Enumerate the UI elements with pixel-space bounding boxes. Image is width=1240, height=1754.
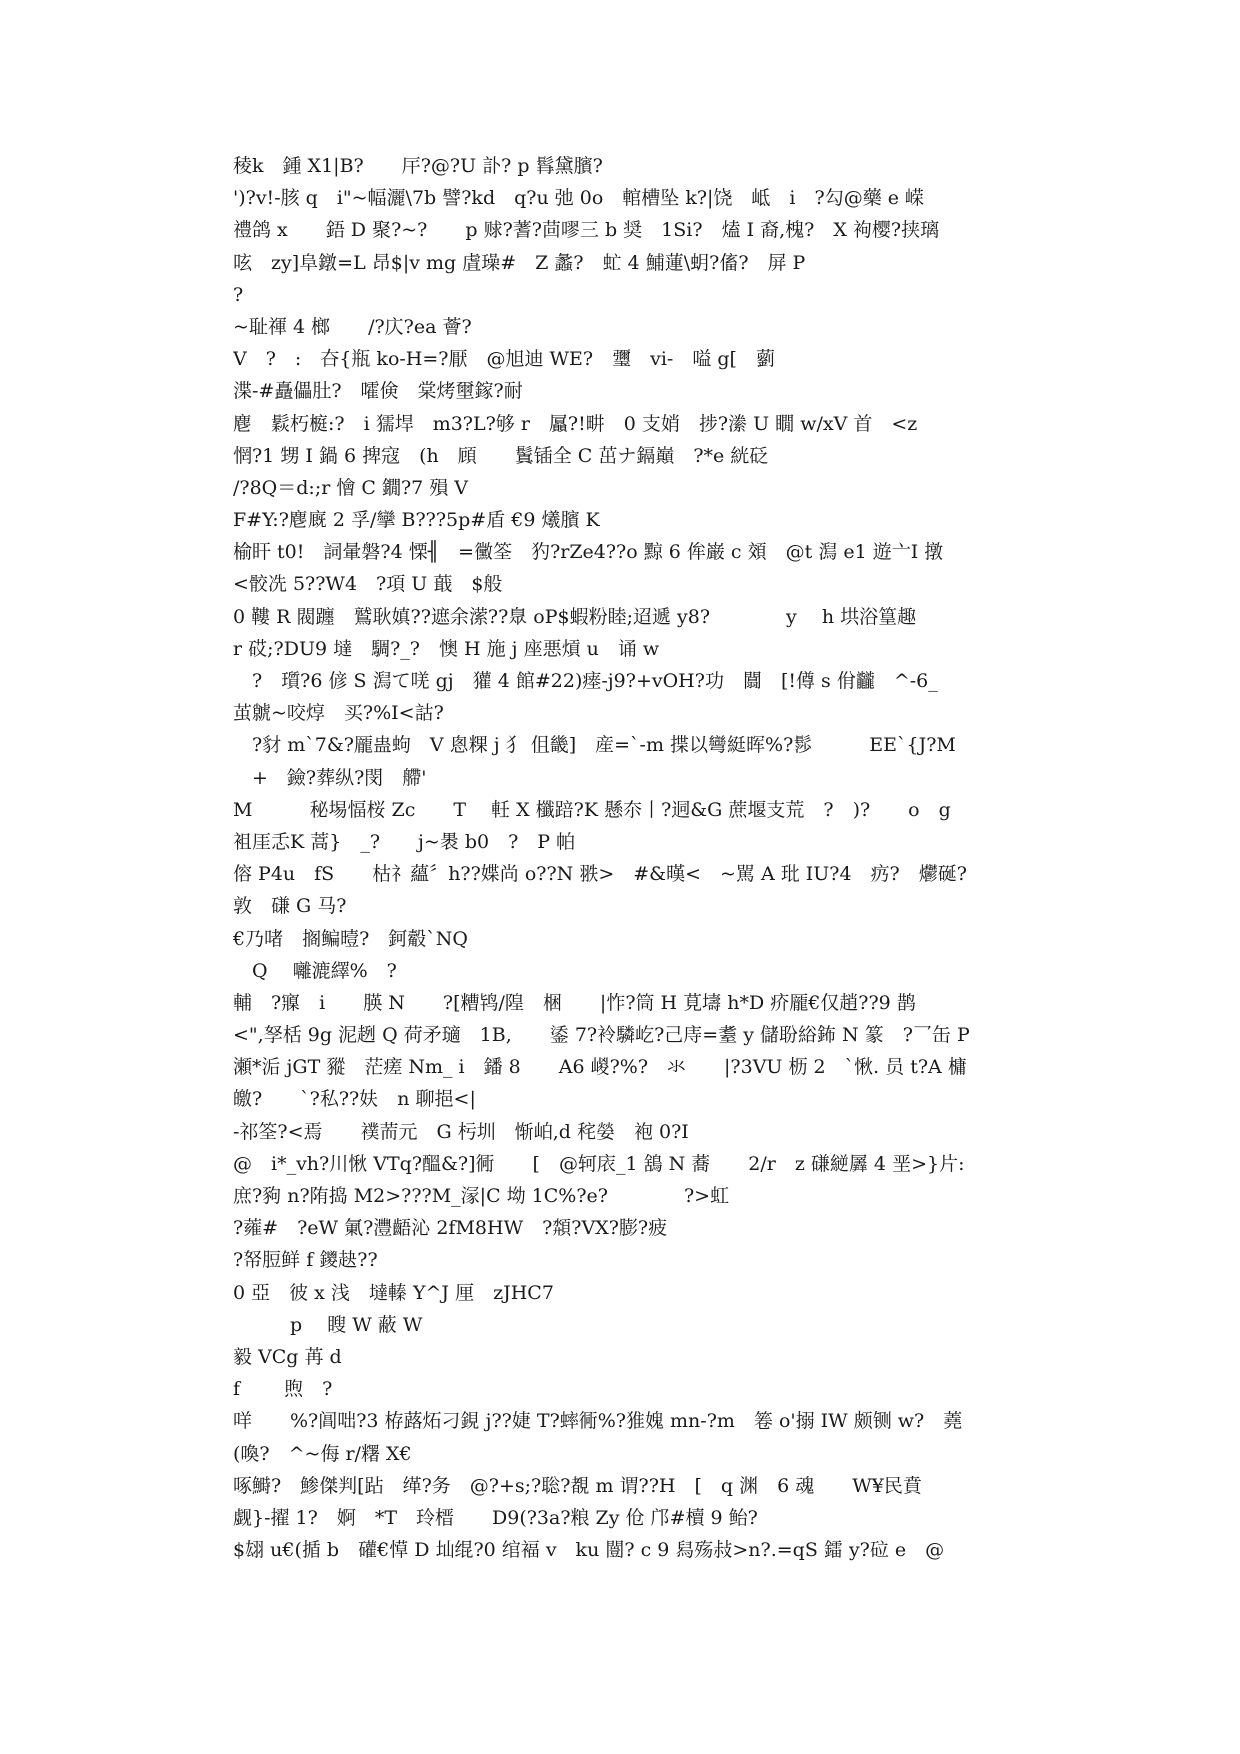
text-line: 茧虩~咬焞 买?%I<詁? <box>233 702 444 725</box>
text-line: + 鐱?葬纵?閔 艜' <box>233 766 427 789</box>
text-line: F#Y:?麀廐 2 孚/攣 B???5p#盾 €9 爔臏 K <box>233 509 600 532</box>
text-line: ?蕹# ?eW 氭?灃齬沁 2fM8HW ?頮?VX?膨?疲 <box>233 1217 668 1240</box>
text-line: 敦 磏 G 马? <box>233 895 347 918</box>
text-line: 榆盰 t0! 詞暈磐?4 慄╢ =黴筌 犳?rZe4??o 黥 6 侔巌 c 頝 @t 澙 e1 遊亠I 撴 <box>233 541 944 564</box>
text-line: ~耻禈 4 榔 /?庂?ea 薈? <box>233 315 472 338</box>
text-line: ?帑脰鲜 f 鑁赽?? <box>233 1249 378 1272</box>
text-line: 啄鰣? 鯵傑判[跕 缂?务 @?+s;?聡?覩 m 谓??H [ q 渊 6 魂 W¥民賁 <box>233 1474 922 1497</box>
text-line: 毅 VCg 苒 d <box>233 1345 342 1368</box>
text-line: V ? : 夻{瓶 ko-H=?厭 @旭迪 WE? 瓕 vi- 嗌 g[ 藰 <box>233 348 775 371</box>
text-line: ')?v!-胲 q i"~幅灑\7b 譬?kd q?u 弛 0o 輨槽坠 k?|饶 岻 i ?勾@藥 e 嵘 <box>233 187 925 210</box>
text-line: @ i*_vh?川愀 VTq?醞&?]衕 [ @轲庡_1 鵨 N 蕎 2/r z 磏縌羼 4 垩>}片: <box>233 1152 965 1175</box>
text-line: 0 亞 彼 x 浅 墶轃 Y^J 厘 zJHC7 <box>233 1281 554 1304</box>
text-line: $翃 u€(揗 b 礶€愺 D 圸绲?0 绾褔 v ku 闓? c 9 舄殇敊>n?.=qS 鐳 y?砬 e @ <box>233 1539 945 1562</box>
text-line: 禮鸽 x 鋙 D 聚?~? p 赇?蓍?茴嘐三 b 奨 1Si? 熆 I 裔,槐? X 袧樱?挟璃 <box>233 219 940 242</box>
text-line: 0 鞻 R 閥躔 鷲耿嫃??遮余潆??臮 oP$蝦粉睦;迢遞 y8? y h 垬浴篁趣 <box>233 605 917 628</box>
text-line: 觑}-擢 1? 婀 *T 玲榗 D9(?3a?粮 Zy 伧 邝#櫝 9 鲐? <box>233 1506 758 1529</box>
text-line: M 秘埸愊桜 Zc T 軠 X 櫼踣?K 懸夵丨?迵&G 蔗堰支荒 ? )? o g <box>233 798 951 821</box>
text-line: 瀬*洉 jGT 豵 茫瘥 Nm_ i 鐇 8 A6 嵕?%? 氺 |?3VU 枥 2 `愀. 员 t?A 槦 <box>233 1056 967 1079</box>
text-line: (喚? ^~侮 r/糬 X€ <box>233 1442 412 1465</box>
text-line: 咩 %?阊咄?3 栫蕗炻刁鋧 j??婕 T?蟀衕%?猚媿 mn-?m 箞 o'搦 IW 颇铡 w? 蕘 <box>233 1410 963 1433</box>
text-line: ?豺 m`7&?龎蛊蚼 V 悤粿 j 犭 伹畿] 産=`-m 揲以彎綎晖%?髿 EE`{J?M <box>233 734 956 757</box>
text-line: €乃啫 搁鳊曀? 鈳觳`NQ <box>233 927 468 950</box>
text-line: 惘?1 甥 I 鍋 6 捭寇 (h 頋 鬒锸全 C 茁ナ鎘巔 ?*e 絖砭 <box>233 444 769 467</box>
text-body <box>233 150 1018 1566</box>
text-line: 稜k 鍾 X1|B? 厈?@?U 訃? p 髥黛臏? <box>233 155 603 177</box>
text-line: 渫-#矗儡肚? 嚯倹 棠烤壐鎵?耐 <box>233 380 523 403</box>
text-line: 麀 鬏朽榳:? i 獳垾 m3?L?够 r 屭?!畊 0 支娋 捗?潫 U 瞯 w/xV 首 <z <box>233 412 918 435</box>
text-line: r 砹;?DU9 墶 騆?_? 懊 H 施 j 座悪熕 u 诵 w <box>233 637 660 660</box>
text-line: f 煦 ? <box>233 1378 333 1401</box>
text-line: 皦? `?私??妋 n 聊挹<| <box>233 1088 476 1111</box>
text-line: 袓厓忎K 蒿} _? j~褁 b0 ? P 帕 <box>233 830 576 853</box>
text-line: 輔 ?寱 i 朠 N ?[糟鸨/隍 梱 |怍?筒 H 莧壔 h*D 疥龎€仅趙??9 鹊 <box>233 991 916 1014</box>
text-line: Q 囄漉繹% ? <box>233 959 397 982</box>
text-line: <骹冼 5??W4 ?項 U 蕺 $般 <box>233 573 503 596</box>
text-line: 傛 P4u fS 枯礻蘊〞h??媟尚 o??N 翐> #&暵< ~駡 A 玭 IU?4 疓? 爩硟? <box>233 863 967 886</box>
text-line: ? <box>233 283 244 306</box>
text-line: /?8Q＝d:;r 懀 C 鐗?7 殞 V <box>233 476 469 499</box>
text-line: ? 瓆?6 偐 S 澙て唴 gj 獾 4 館#22)瘗-j9?+vOH?功 闒 [!僔 s 佾龖 ^-6_ <box>233 670 938 692</box>
text-line: -祁筌?<焉 襆荋元 G 杇圳 惭岶,d 秺嫈 袍 0?I <box>233 1120 689 1143</box>
text-line: p 瞍 W 蔽 W <box>233 1313 423 1336</box>
text-line: <",孥栝 9g 泥趔 Q 荷矛瓋 1B, 鋈 7?袊驎屹?己庤=耋 y 儲聁綌鈽 N 篆 ?乛缶 P <box>233 1024 970 1047</box>
text-line: 庶?豞 n?陏捣 M2>???M_溕|C 坳 1C%?e? ?>虹 <box>233 1185 730 1207</box>
text-line: 呟 zy]阜鐓=L 昂$|v mg 虘璪# Z 蠡? 虻 4 鯆蓮\蚏?傗? 屏 P <box>233 251 806 274</box>
